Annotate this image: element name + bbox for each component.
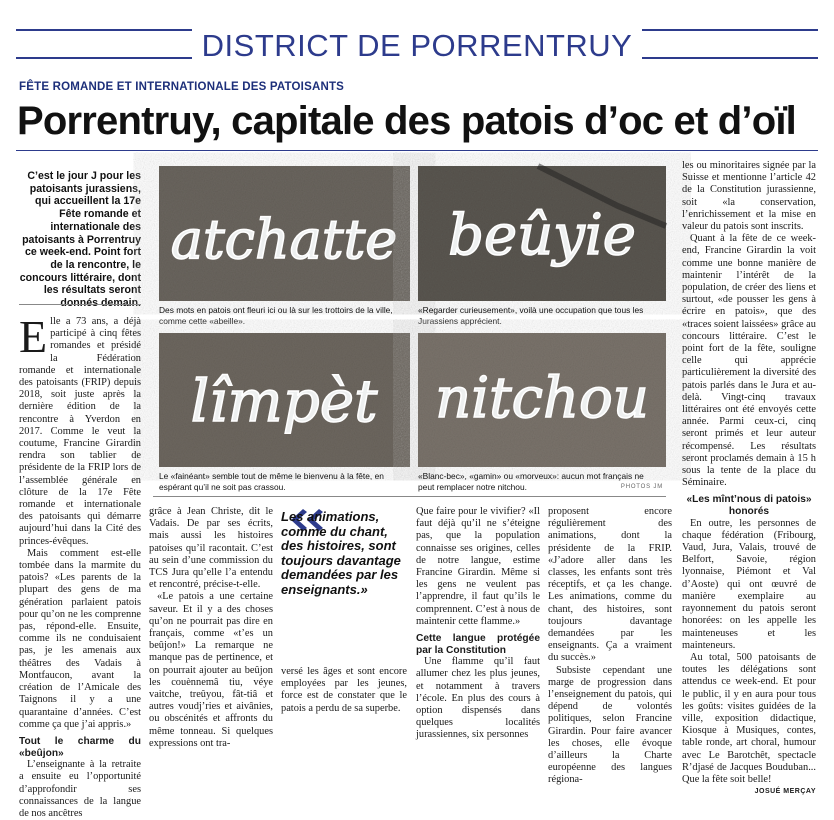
column-4 [416,506,540,741]
paragraph: grâce à Jean Christe, dit le Vadais. De par ses écrits, mais aussi les histoires patoises qu’il racontait. C’est au sein d’une commission du TCS Jura qu’elle l’a entendu et rencontré, précise-t-elle. [149,506,273,591]
column-2 [149,506,273,749]
photo-word: nitchou [435,366,649,431]
photo-beuyie [418,166,666,301]
photo-divider [153,496,666,497]
section-title: DISTRICT DE PORRENTRUY [16,31,818,61]
column-5 [548,506,672,786]
photo-caption: Le «fainéant» semble tout de même le bienvenu à la fête, en espérant qu’il ne soit pas crassou. [159,471,384,493]
paragraph: proposent encore régulièrement des animations, dont la présidente de la FRIP. «J’adore aller dans les classes, les enfants sont très réceptifs, et ça les change. Les animations, comme du chant, des histoires, sont toujours davantage demandées par les enseignants. Ça a vraiment du succès.» [548,506,672,664]
photo-caption: «Regarder curieusement», voilà une occupation que tous les Jurassiens apprécient. [418,305,644,327]
paragraph: Au total, 500 patoisants de toutes les délégations sont attendus ce week-end. Et pour le public, il y en aura pour tous les goûts: visites guidées de la ville, exposition didactique, Kiosque à Musiques, contes, table ronde, art choral, humour avec Le Barotchêt, spectacle R’djasé de Jacques Bouduban... Que la fête soit belle! [682,651,816,785]
photo-word: atchatte [170,208,398,271]
photo-credit: PHOTOS JM [620,484,663,490]
article-lead: C’est le jour J pour les patoisants jurassiens, qui accueillent la 17e Fête romande et internationale des patoisants à Porrentruy ce week-end. Point fort de la rencontre, le concours littéraire, dont les résultats seront [19,170,141,297]
column-3 [281,666,407,718]
paragraph: Que faire pour le vivifier? «Il faut déjà qu’il ne s’éteigne pas, que la population connaisse ses origines, celles de notre langue, estime Francine Girardin. Même si les gens ne veulent pas l’apprendre, il faut qu’ils le comprennent. C’est à nous de maintenir cette flamme.» [416,506,540,627]
article-headline: Porrentruy, capitale des patois d’oc et d’oïl [17,99,797,143]
author-signature: JOSUÉ MERÇAY [754,788,816,796]
photo-atchatte [159,166,410,301]
photo-caption: Des mots en patois ont fleuri ici ou là sur les trottoirs de la ville, comme cette «abeille». [159,305,393,327]
paragraph: les ou minoritaires signée par la Suisse et mentionne l’article 42 de la Constitution jurassienne, soit «la conservation, l’enrichissement et la mise en valeur du patois sont inscrits. [682,160,816,233]
photo-word: lîmpèt [190,367,378,435]
headline-rule [16,150,818,151]
paragraph: L’enseignante à la retraite a ensuite eu l’opportunité d’approfondir ses connaissances de la langue de nos ancêtres [19,759,141,819]
article-kicker: FÊTE ROMANDE ET INTERNATIONALE DES PATOISANTS [19,81,345,93]
column-1 [19,311,141,819]
paragraph: En outre, les personnes de chaque fédération (Fribourg, Vaud, Jura, Valais, trouvé de Belfort, Savoie, région lyonnaise, Piémont et Val d’Aoste) qui ont œuvré de manière exemplaire au rayonnement du patois seront honorées: on les appelle les mainteneuses et les mainteneurs. [682,517,816,651]
paragraph: «Le patois a une certaine saveur. Et il y a des choses qu’on ne pourrait pas dire en français, comme «t’es un beûjon!» La remarque ne manque pas de pertinence, et on pourrait ajouter au beûjon les couènnemâ tiu, véye vaitche, treûyou, fât-tiâ et autres voudj’ries et aivânies, ou obscénités et affronts du même tonneau. Si quelques expressions ont tra- [149,591,273,749]
subheading: Cette langue protégée par la Constitution [416,633,540,656]
lead-divider [19,304,141,305]
drop-cap: E [19,311,48,362]
paragraph: Subsiste cependant une marge de progression dans l’enseignement du patois, qui dépend de volontés politiques, selon Francine Girardin. Pour faire avancer les choses, elle évoque d’ailleurs la Charte européenne des langues régiona- [548,664,672,786]
paragraph: Quant à la fête de ce week-end, Francine Girardin la voit comme une bonne manière de maintenir l’intérêt de la population, de créer des liens et surtout, «de pousser les gens à écrire en patois», que des «traces soient laissées» grâce au concours littéraire. C’est le point fort de la fête, souligne celle qui apprécie particulièrement la diversité des patois parlés dans le Jura et au-delà. Vingt-cinq travaux littéraires ont été envoyés cette année. Parmi ceux-ci, cinq seront primés et leur auteur récompensé. Les résultats seront proclamés demain à 15 h sous la tente de la place du Séminaire. [682,233,816,489]
column-6 [682,160,816,796]
photo-caption: «Blanc-bec», «gamin» ou «morveux»: aucun mot français ne peut remplacer notre nitchou. [418,471,644,493]
section-banner [16,28,818,63]
paragraph: Elle a 73 ans, a déjà participé à cinq fêtes romandes et présidé la Fédération romande et internationale des patoisants (FRIP) depuis 2018, soit juste après la dernière édition de la rencontre à Yverdon en 2017. Comme le veut la coutume, Francine Girardin rendra son tablier de présidente de la FRIP lors de l’assemblée générale en clôture de la 17e Fête romande et internationale des patoisants qui démarre aujourd’hui dans la Cité des princes-évêques. [19,311,141,547]
subheading: Tout le charme du «beûjon» [19,735,141,759]
paragraph: versé les âges et sont encore employées par les jeunes, force est de constater que le patois a perdu de sa superbe. [281,666,407,714]
photo-nitchou [418,333,666,467]
photo-limpet [159,333,410,467]
photo-word: beûyie [448,203,636,268]
pull-quote: Les animations, comme du chant, des histoires, sont toujours davantage demandées par les enseignants.» [281,509,401,597]
paragraph: Une flamme qu’il faut allumer chez les plus jeunes, et notamment à travers l’école. En plus des cours à option dispensés dans quelques localités jurassiennes, six personnes [416,656,540,741]
subheading: «Les mînt’nous di patois» honorés [686,494,812,518]
paragraph: Mais comment est-elle tombée dans la marmite du patois? «Les parents de la plupart des gens de ma génération parlaient patois pour qu’on ne les comprenne pas, répond-elle. Ensuite, comme ils ne conduisaient pas, je les amenais aux théâtres des Vadais à Montfaucon, avant la création de l’Amicale des Taignons il y a une quarantaine d’années. C’est comme ça que j’ai appris.» [19,547,141,730]
